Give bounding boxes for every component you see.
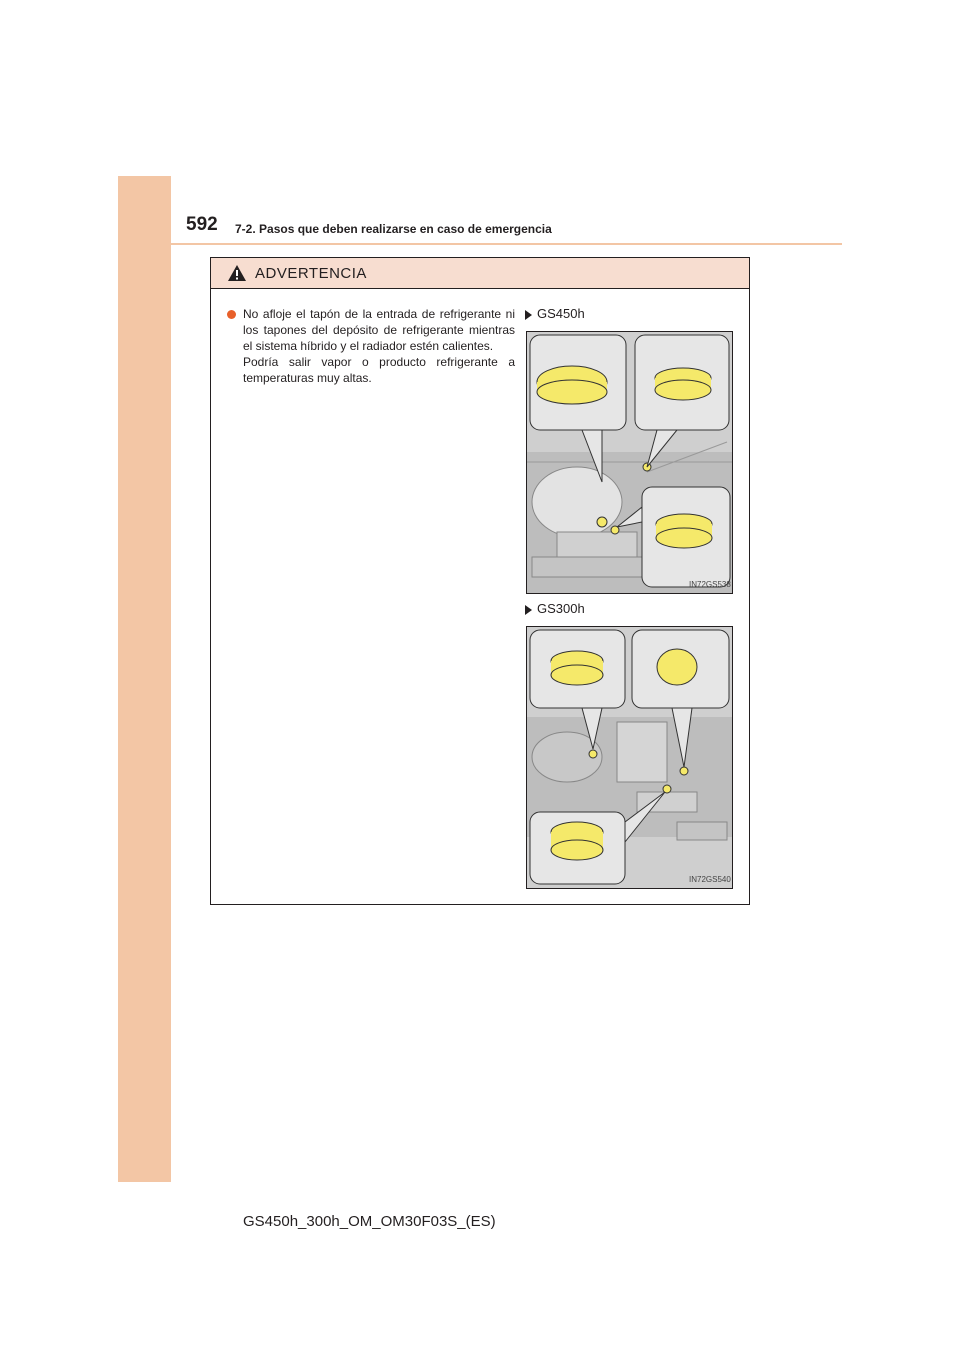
figure-code: IN72GS538 (689, 580, 731, 589)
engine-bay-illustration (527, 627, 732, 888)
footer-doc-code: GS450h_300h_OM_OM30F03S_(ES) (243, 1213, 496, 1230)
triangle-bullet-icon (525, 310, 532, 320)
warning-triangle-icon (227, 264, 247, 282)
model-name: GS450h (537, 306, 585, 321)
figure-gs300h (526, 626, 733, 889)
model-name: GS300h (537, 601, 585, 616)
bullet-text-line-2: Podría salir vapor o producto refrigerante a temperaturas muy altas. (243, 355, 515, 385)
model-label-gs300h (525, 601, 585, 616)
warning-header (211, 258, 749, 289)
bullet-text-line-1: No afloje el tapón de la entrada de refrigerante ni los tapones del depósito de refrigerante mientras el sistema híbrido y el radiador estén calientes. (243, 307, 515, 353)
warning-bullet (227, 306, 515, 386)
side-band (118, 176, 171, 1182)
figure-code: IN72GS540 (689, 875, 731, 884)
page-number: 592 (186, 214, 218, 235)
bullet-dot-icon (227, 310, 236, 319)
model-label-gs450h (525, 306, 585, 321)
header-rule (118, 243, 842, 245)
triangle-bullet-icon (525, 605, 532, 615)
section-title: 7-2. Pasos que deben realizarse en caso de emergencia (235, 222, 552, 236)
engine-bay-illustration (527, 332, 732, 593)
figure-gs450h (526, 331, 733, 594)
warning-box (210, 257, 750, 905)
warning-title: ADVERTENCIA (255, 265, 367, 282)
